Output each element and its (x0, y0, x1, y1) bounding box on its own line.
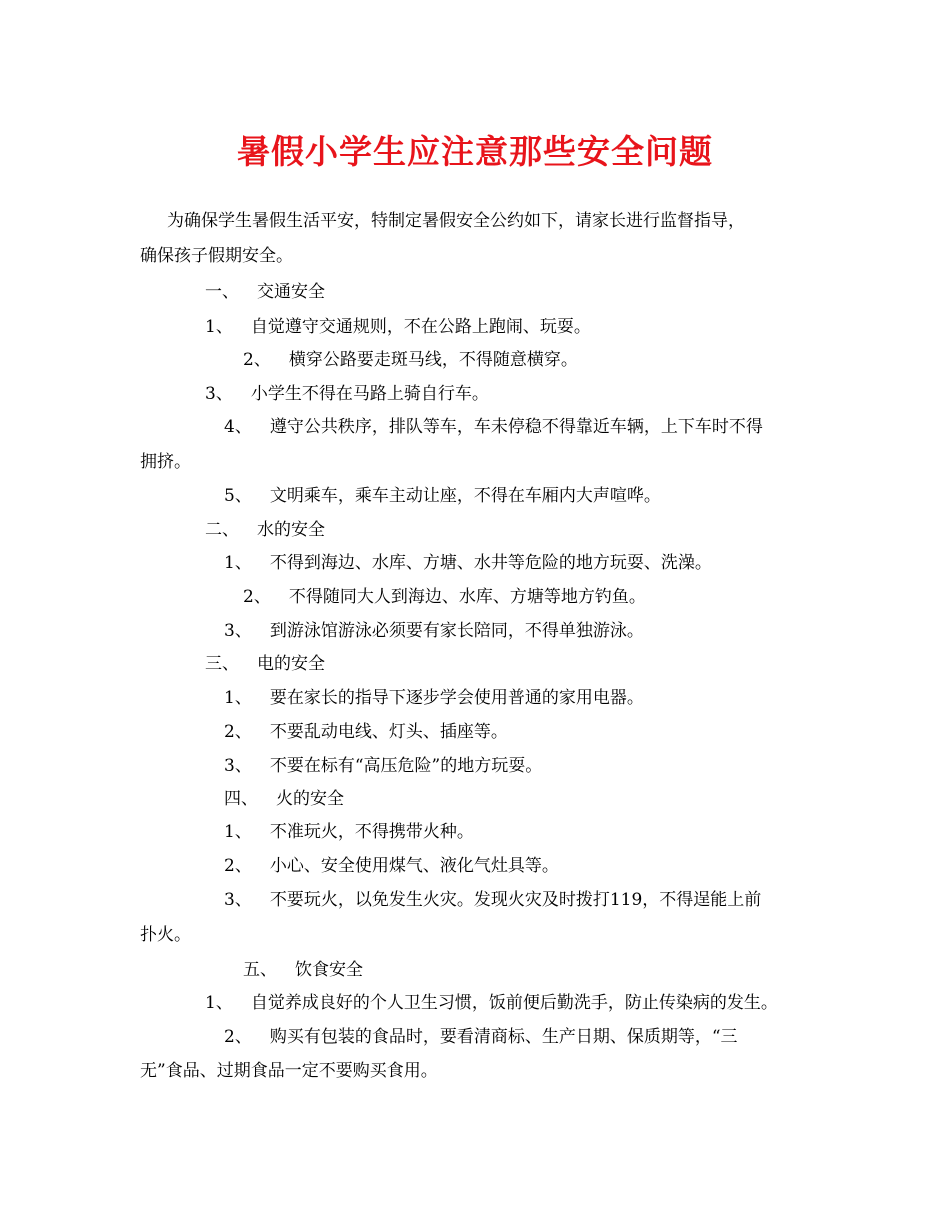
list-item-continuation: 扑火。 (140, 925, 191, 945)
list-item: 1、 不准玩火，不得携带火种。 (224, 822, 474, 842)
list-item: 1、 要在家长的指导下逐步学会使用普通的家用电器。 (224, 688, 644, 708)
intro-line-1: 为确保学生暑假生活平安，特制定暑假安全公约如下，请家长进行监督指导， (167, 211, 745, 231)
list-item: 3、 小学生不得在马路上骑自行车。 (205, 384, 489, 404)
list-item: 2、 横穿公路要走斑马线，不得随意横穿。 (243, 350, 578, 370)
section-heading-fire: 四、 火的安全 (224, 789, 344, 809)
list-item: 2、 小心、安全使用煤气、液化气灶具等。 (224, 856, 559, 876)
document-title: 暑假小学生应注意那些安全问题 (237, 132, 713, 171)
list-item: 2、 不要乱动电线、灯头、插座等。 (224, 722, 508, 742)
list-item: 2、 不得随同大人到海边、水库、方塘等地方钓鱼。 (243, 587, 646, 607)
intro-line-2: 确保孩子假期安全。 (140, 246, 293, 266)
list-item: 5、 文明乘车，乘车主动让座，不得在车厢内大声喧哗。 (224, 486, 661, 506)
section-heading-electricity: 三、 电的安全 (205, 654, 325, 674)
list-item: 3、 到游泳馆游泳必须要有家长陪同，不得单独游泳。 (224, 621, 644, 641)
list-item-continuation: 无”食品、过期食品一定不要购买食用。 (140, 1061, 438, 1081)
section-heading-water: 二、 水的安全 (205, 520, 325, 540)
list-item: 3、 不要玩火，以免发生火灾。发现火灾及时拨打119，不得逞能上前 (224, 890, 762, 910)
list-item-continuation: 拥挤。 (140, 452, 191, 472)
section-heading-food: 五、 饮食安全 (243, 960, 363, 980)
list-item: 4、 遵守公共秩序，排队等车，车未停稳不得靠近车辆，上下车时不得 (224, 417, 763, 437)
list-item: 1、 自觉养成良好的个人卫生习惯，饭前便后勤洗手，防止传染病的发生。 (205, 993, 778, 1013)
list-item: 1、 自觉遵守交通规则，不在公路上跑闹、玩耍。 (205, 317, 591, 337)
section-heading-traffic: 一、 交通安全 (205, 282, 325, 302)
list-item: 3、 不要在标有“高压危险”的地方玩耍。 (224, 756, 543, 776)
list-item: 1、 不得到海边、水库、方塘、水井等危险的地方玩耍、洗澡。 (224, 553, 712, 573)
list-item: 2、 购买有包装的食品时，要看清商标、生产日期、保质期等，“三 (224, 1027, 738, 1047)
